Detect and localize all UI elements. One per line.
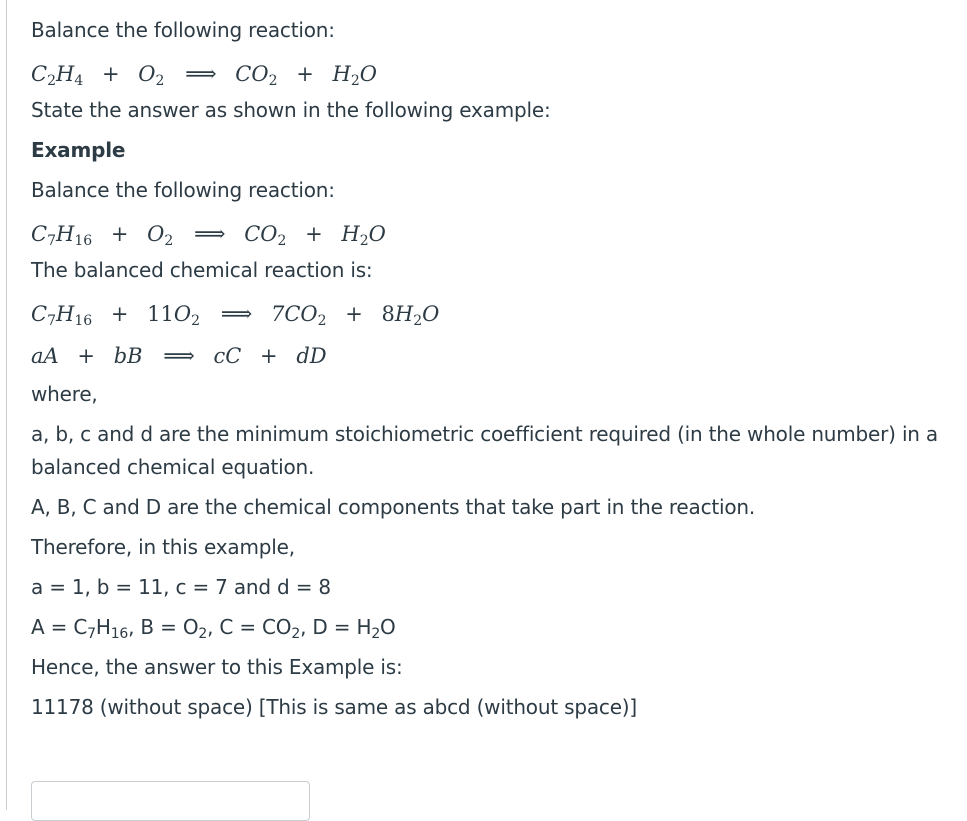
coefficient-description: a, b, c and d are the minimum stoichiometric coefficient required (in the whole number) in a balanced chemical equation.	[31, 422, 938, 479]
components-description: A, B, C and D are the chemical components that take part in the reaction.	[31, 495, 756, 519]
example-reaction-equation: $C_7H_{16} + O_2$ ⟹ $CO_2 + H_2O$	[31, 222, 386, 249]
example-intro-text: Balance the following reaction:	[31, 178, 335, 202]
general-form-equation: aA + bB ⟹ cC + dD	[31, 344, 327, 369]
question-content	[31, 14, 946, 731]
instruction-text: State the answer as shown in the following example:	[31, 98, 551, 122]
species-assignments: $A = C_7H_{16}$, $B = O_2$, $C = CO_2$, $D = H_2O$	[31, 615, 396, 642]
hence-text: Hence, the answer to this Example is:	[31, 655, 403, 679]
reaction-equation: $C_2H_4 + O_2$ ⟹ $CO_2 + H_2O$	[31, 62, 377, 89]
coefficient-values: a = 1, b = 11, c = 7 and d = 8	[31, 575, 331, 599]
balanced-reaction-equation: $C_7H_{16} + 11O_2$ ⟹ $7CO_2 + 8H_2O$	[31, 302, 440, 329]
example-heading: Example	[31, 138, 126, 162]
answer-input[interactable]	[31, 781, 310, 821]
example-answer-text: 11178 (without space) [This is same as abcd (without space)]	[31, 695, 637, 719]
intro-text: Balance the following reaction:	[31, 18, 335, 42]
where-text: where,	[31, 382, 98, 406]
balanced-intro-text: The balanced chemical reaction is:	[31, 258, 373, 282]
therefore-text: Therefore, in this example,	[31, 535, 295, 559]
